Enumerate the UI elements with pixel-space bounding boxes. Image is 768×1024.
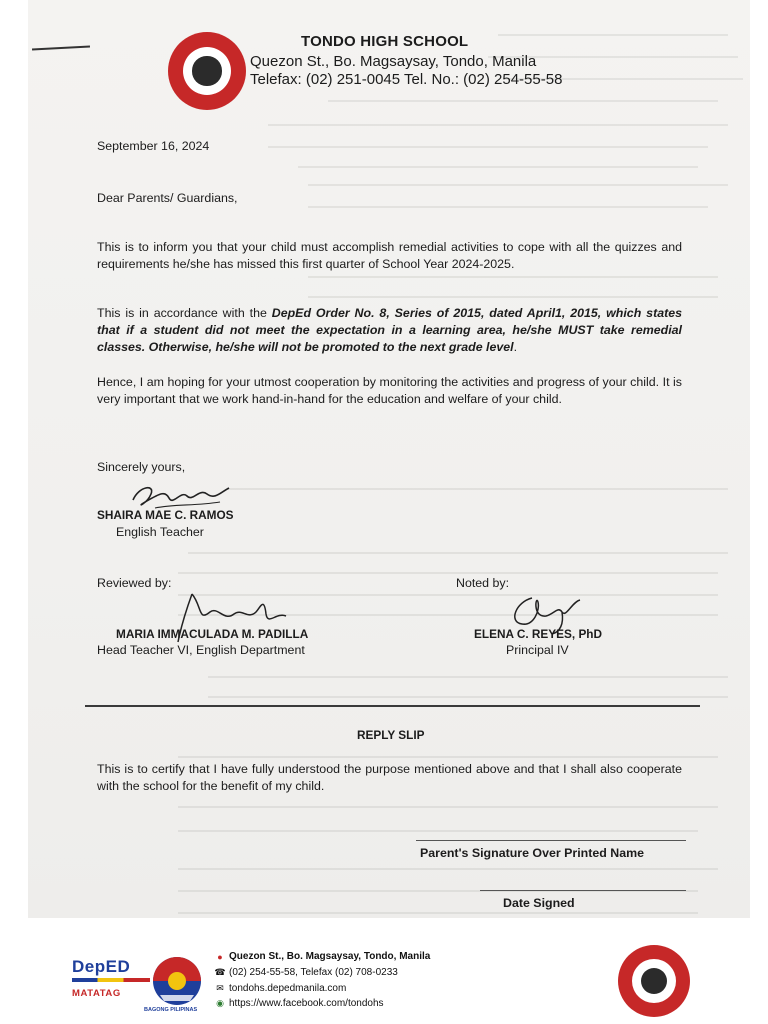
deped-logo-bar (72, 978, 150, 982)
footer-email[interactable] (214, 983, 346, 994)
school-seal-icon (168, 32, 246, 110)
paragraph-3: Hence, I am hoping for your utmost cooperation by monitoring the activities and progress of your child. It is very important that we work hand-in-hand for the education and welfare of your child. (97, 375, 682, 407)
date-line (480, 890, 686, 891)
map-pin-icon: ● (217, 951, 223, 962)
reviewed-label: Reviewed by: (97, 576, 172, 590)
paragraph-2-suffix: . (513, 340, 518, 355)
bagong-pilipinas-icon (148, 955, 206, 1007)
reviewer-title: Head Teacher VI, English Department (97, 643, 305, 657)
principal-title: Principal IV (506, 643, 569, 657)
reply-slip-title: REPLY SLIP (357, 728, 425, 742)
school-contact: Telefax: (02) 251-0045 Tel. No.: (02) 254-55-58 (250, 71, 563, 88)
paragraph-2 (97, 305, 682, 357)
globe-icon: ◉ (216, 998, 224, 1008)
bagong-pilipinas-tag: BAGONG PILIPINAS (144, 1007, 198, 1013)
footer-phone-text: (02) 254-55-58, Telefax (02) 708-0233 (229, 967, 398, 978)
school-seal-icon-footer (618, 945, 690, 1017)
principal-name: ELENA C. REYES, PhD (474, 627, 603, 641)
signature-line (416, 840, 686, 841)
cut-line (85, 705, 700, 707)
closing: Sincerely yours, (97, 460, 186, 474)
footer-address (214, 951, 430, 962)
footer-facebook[interactable] (214, 998, 384, 1009)
telephone-icon: ☎ (214, 967, 226, 977)
deped-logo-tagline: MATATAG (72, 988, 121, 999)
noted-label: Noted by: (456, 576, 510, 590)
teacher-title: English Teacher (116, 525, 204, 539)
school-name: TONDO HIGH SCHOOL (301, 33, 469, 50)
reply-slip-body: This is to certify that I have fully understood the purpose mentioned above and that I shall also cooperate with the school for the benefit of my child. (97, 762, 682, 794)
paragraph-2-prefix: This is in accordance with the (97, 306, 272, 320)
footer-address-text: Quezon St., Bo. Magsaysay, Tondo, Manila (229, 951, 431, 962)
deped-order-text: DepEd Order No. 8, Series of 2015, dated April1, 2015, which states that if a student did not meet the expectation in a learning area, he/she MUST take remedial classes. Otherwise, he/she will not be promoted to the next grade level (97, 306, 682, 355)
reviewer-name: MARIA IMMACULADA M. PADILLA (116, 627, 309, 641)
letter-date: September 16, 2024 (97, 139, 210, 153)
paragraph-1: This is to inform you that your child must accomplish remedial activities to cope with all the quizzes and requirements he/she has missed this first quarter of School Year 2024-2025. (97, 240, 682, 272)
envelope-icon: ✉ (216, 983, 224, 993)
deped-matatag-logo (72, 958, 150, 999)
teacher-name: SHAIRA MAE C. RAMOS (97, 508, 234, 522)
bagong-pilipinas-logo (144, 955, 206, 1013)
date-label: Date Signed (503, 896, 575, 910)
footer-facebook-text[interactable]: https://www.facebook.com/tondohs (229, 998, 384, 1009)
footer-phone (214, 967, 398, 978)
footer-email-text[interactable]: tondohs.depedmanila.com (229, 983, 347, 994)
school-address: Quezon St., Bo. Magsaysay, Tondo, Manila (250, 53, 537, 70)
signature-label: Parent's Signature Over Printed Name (420, 846, 644, 860)
salutation: Dear Parents/ Guardians, (97, 191, 238, 205)
deped-logo-word: DepED (72, 957, 131, 976)
